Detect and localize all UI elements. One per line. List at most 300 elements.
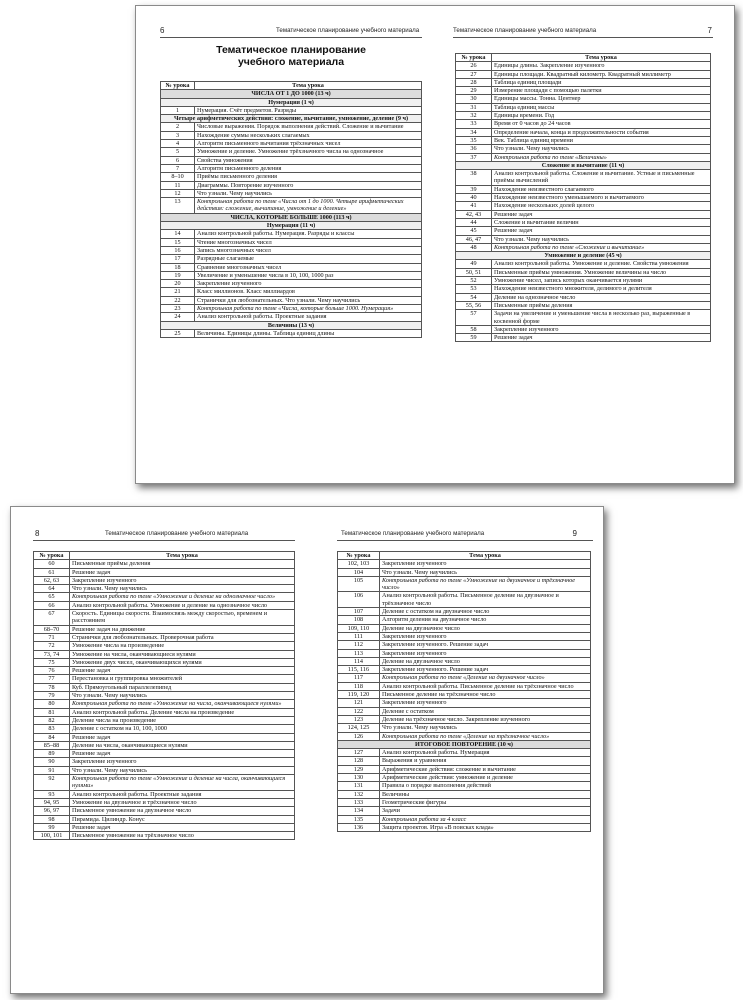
lesson-topic: Нахождение неизвестного слагаемого — [492, 185, 711, 193]
chapter-heading-row — [338, 740, 591, 748]
table-row — [338, 724, 591, 732]
table-row — [34, 823, 295, 831]
table-row — [338, 707, 591, 715]
table-row — [34, 758, 295, 766]
lesson-topic: Определение начала, конца и продолжительности события — [492, 128, 711, 136]
lesson-topic: Контрольная работа по теме «Числа, которые больше 1000. Нумерация» — [195, 305, 422, 313]
lesson-number: 45 — [456, 227, 492, 235]
lesson-number: 39 — [456, 185, 492, 193]
lesson-number: 111 — [338, 632, 380, 640]
table-row — [34, 832, 295, 840]
header-rule — [33, 540, 295, 541]
table-row — [161, 140, 422, 148]
table-row — [34, 683, 295, 691]
table-row — [161, 263, 422, 271]
lesson-number: 112 — [338, 641, 380, 649]
table-row — [338, 560, 591, 568]
lesson-number: 19 — [161, 271, 195, 279]
lesson-number: 41 — [456, 202, 492, 210]
table-row — [34, 798, 295, 806]
table-row — [161, 329, 422, 337]
lesson-number: 37 — [456, 153, 492, 161]
table-row — [338, 757, 591, 765]
lesson-topic: Нахождение суммы нескольких слагаемых — [195, 131, 422, 139]
table-row — [34, 766, 295, 774]
table-row — [456, 136, 711, 144]
table-row — [456, 145, 711, 153]
page-8 — [11, 507, 307, 993]
lesson-number: 117 — [338, 674, 380, 682]
lesson-topic: Деление с остатком на 10, 100, 1000 — [70, 725, 295, 733]
lesson-number: 90 — [34, 758, 70, 766]
lesson-number: 48 — [456, 243, 492, 251]
table-row — [338, 691, 591, 699]
page-number: 7 — [707, 26, 712, 35]
lesson-number: 29 — [456, 87, 492, 95]
lesson-topic: Закрепление изученного. Решение задач — [380, 666, 591, 674]
test-lesson-row — [338, 674, 591, 682]
table-row — [456, 210, 711, 218]
test-lesson-row — [456, 243, 711, 251]
page-title-line-1: Тематическое планирование — [216, 44, 366, 56]
lesson-topic: Странички для любознательных. Что узнали. Чему научились — [195, 296, 422, 304]
table-row — [161, 173, 422, 181]
table-row — [34, 733, 295, 741]
table-row — [34, 625, 295, 633]
lesson-number: 121 — [338, 699, 380, 707]
lesson-number: 17 — [161, 255, 195, 263]
table-row — [161, 238, 422, 246]
lesson-topic: Что узнали. Чему научились — [380, 568, 591, 576]
lesson-number: 58 — [456, 325, 492, 333]
lesson-topic: Решение задач — [70, 750, 295, 758]
lesson-topic: Решение задач — [492, 227, 711, 235]
chapter-heading-row — [161, 90, 422, 98]
lesson-topic: Таблица единиц площади — [492, 78, 711, 86]
lesson-topic: Таблица единиц массы — [492, 103, 711, 111]
section-heading: Нумерация (11 ч) — [161, 222, 422, 230]
section-heading-row — [456, 161, 711, 169]
lesson-topic: Нахождение нескольких долей целого — [492, 202, 711, 210]
table-row — [34, 610, 295, 626]
lesson-topic: Класс миллионов. Класс миллиардов — [195, 288, 422, 296]
table-row — [161, 255, 422, 263]
table-row — [338, 608, 591, 616]
lesson-topic: Странички для любознательных. Проверочная работа — [70, 633, 295, 641]
lesson-number: 21 — [161, 288, 195, 296]
table-row — [161, 106, 422, 114]
lesson-topic: Что узнали. Чему научились — [380, 724, 591, 732]
lesson-number: 113 — [338, 649, 380, 657]
lesson-number: 55, 56 — [456, 301, 492, 309]
table-row — [456, 293, 711, 301]
lesson-number: 42, 43 — [456, 210, 492, 218]
lesson-number: 115, 116 — [338, 666, 380, 674]
lesson-topic: Анализ контрольной работы. Письменное деление на трёхзначное число — [380, 682, 591, 690]
lesson-topic: Арифметические действия: умножение и деление — [380, 774, 591, 782]
lesson-number: 5 — [161, 148, 195, 156]
lesson-number: 128 — [338, 757, 380, 765]
lesson-topic: Сложение и вычитание величин — [492, 218, 711, 226]
header-rule — [337, 540, 593, 541]
lesson-number: 89 — [34, 750, 70, 758]
spread-pages-6-7 — [135, 5, 735, 484]
lesson-topic: Анализ контрольной работы. Письменное деление на двузначное и трёхзначное число — [380, 592, 591, 608]
lesson-topic: Контрольная работа по теме «Умножение на двузначное и трёхзначное число» — [380, 576, 591, 592]
lesson-topic: Письменное умножение на двузначное число — [70, 807, 295, 815]
lesson-topic: Контрольная работа по теме «Величины» — [492, 153, 711, 161]
lesson-topic: Контрольная работа по теме «Умножение и деление на однозначное число» — [70, 593, 295, 601]
lesson-topic: Решение задач — [70, 568, 295, 576]
table-row — [456, 185, 711, 193]
chapter-heading: ИТОГОВОЕ ПОВТОРЕНИЕ (10 ч) — [338, 740, 591, 748]
lesson-number: 7 — [161, 164, 195, 172]
running-head: Тематическое планирование учебного материала — [105, 530, 249, 537]
header-lesson-topic: Тема урока — [380, 552, 591, 560]
table-row — [34, 790, 295, 798]
table-row — [456, 285, 711, 293]
lesson-number: 81 — [34, 708, 70, 716]
lesson-number: 119, 120 — [338, 691, 380, 699]
section-heading: Четыре арифметических действия: сложение, вычитание, умножение, деление (9 ч) — [161, 115, 422, 123]
lesson-topic: Письменные приёмы деления — [492, 301, 711, 309]
lesson-number: 78 — [34, 683, 70, 691]
table-row — [161, 123, 422, 131]
lesson-number: 30 — [456, 95, 492, 103]
table-row — [338, 592, 591, 608]
table-header-row — [338, 552, 591, 560]
lesson-number: 38 — [456, 170, 492, 186]
lesson-number: 93 — [34, 790, 70, 798]
lesson-number: 2 — [161, 123, 195, 131]
page-9 — [307, 507, 603, 993]
lesson-number: 76 — [34, 667, 70, 675]
lesson-number: 109, 110 — [338, 624, 380, 632]
lesson-number: 3 — [161, 131, 195, 139]
table-row — [161, 181, 422, 189]
lesson-number: 13 — [161, 198, 195, 214]
chapter-heading: ЧИСЛА ОТ 1 ДО 1000 (13 ч) — [161, 90, 422, 98]
lesson-number: 46, 47 — [456, 235, 492, 243]
lesson-table — [33, 551, 295, 840]
lesson-number: 49 — [456, 260, 492, 268]
lesson-number: 11 — [161, 181, 195, 189]
lesson-topic: Нахождение неизвестного множителя, делимого и делителя — [492, 285, 711, 293]
lesson-number: 108 — [338, 616, 380, 624]
table-row — [456, 87, 711, 95]
lesson-topic: Величины — [380, 790, 591, 798]
lesson-table — [337, 551, 591, 832]
lesson-topic: Умножение чисел, запись которых оканчивается нулями — [492, 277, 711, 285]
table-row — [34, 692, 295, 700]
table-header-row — [456, 54, 711, 62]
lesson-number: 28 — [456, 78, 492, 86]
lesson-topic: Запись многозначных чисел — [195, 246, 422, 254]
section-heading-row — [161, 321, 422, 329]
lesson-number: 22 — [161, 296, 195, 304]
table-row — [456, 218, 711, 226]
table-row — [34, 750, 295, 758]
lesson-number: 59 — [456, 334, 492, 342]
table-row — [338, 765, 591, 773]
lesson-topic: Анализ контрольной работы. Проектные задания — [195, 313, 422, 321]
lesson-topic: Анализ контрольной работы. Умножение и деление. Свойства умножения — [492, 260, 711, 268]
section-heading: Умножение и деление (45 ч) — [456, 252, 711, 260]
lesson-number: 34 — [456, 128, 492, 136]
lesson-number: 62, 63 — [34, 576, 70, 584]
table-row — [34, 633, 295, 641]
table-row — [161, 164, 422, 172]
table-row — [34, 568, 295, 576]
lesson-topic: Задачи — [380, 807, 591, 815]
section-heading-row — [161, 115, 422, 123]
table-row — [338, 807, 591, 815]
test-lesson-row — [338, 815, 591, 823]
test-lesson-row — [338, 576, 591, 592]
table-row — [338, 823, 591, 831]
lesson-number: 52 — [456, 277, 492, 285]
lesson-topic: Измерение площади с помощью палетки — [492, 87, 711, 95]
lesson-topic: Контрольная работа по теме «Сложение и вычитание» — [492, 243, 711, 251]
lesson-number: 82 — [34, 716, 70, 724]
lesson-topic: Умножение и деление. Умножение трёхзначного числа на однозначное — [195, 148, 422, 156]
lesson-number: 71 — [34, 633, 70, 641]
lesson-topic: Закрепление изученного — [380, 632, 591, 640]
lesson-number: 84 — [34, 733, 70, 741]
lesson-number: 66 — [34, 601, 70, 609]
lesson-number: 8–10 — [161, 173, 195, 181]
chapter-heading-row — [161, 213, 422, 221]
lesson-topic: Единицы времени. Год — [492, 112, 711, 120]
page-7 — [435, 6, 734, 483]
lesson-topic: Письменное умножение на трёхзначное число — [70, 832, 295, 840]
lesson-number: 107 — [338, 608, 380, 616]
page-number: 6 — [160, 26, 165, 35]
running-head: Тематическое планирование учебного материала — [453, 27, 597, 34]
lesson-number: 92 — [34, 775, 70, 791]
table-row — [456, 62, 711, 70]
table-row — [456, 301, 711, 309]
lesson-number: 36 — [456, 145, 492, 153]
table-row — [34, 708, 295, 716]
running-head: Тематическое планирование учебного материала — [341, 530, 485, 537]
table-row — [338, 699, 591, 707]
table-row — [338, 682, 591, 690]
lesson-number: 18 — [161, 263, 195, 271]
lesson-topic: Решение задач — [70, 733, 295, 741]
lesson-number: 65 — [34, 593, 70, 601]
page-number: 9 — [572, 529, 577, 538]
table-row — [456, 202, 711, 210]
lesson-topic: Письменные приёмы умножения. Умножение величины на число — [492, 268, 711, 276]
lesson-topic: Деление на трёхзначное число. Закрепление изученного — [380, 715, 591, 723]
test-lesson-row — [338, 732, 591, 740]
lesson-number: 23 — [161, 305, 195, 313]
table-row — [456, 268, 711, 276]
lesson-number: 53 — [456, 285, 492, 293]
lesson-number: 122 — [338, 707, 380, 715]
lesson-topic: Единицы массы. Тонна. Центнер — [492, 95, 711, 103]
lesson-number: 105 — [338, 576, 380, 592]
table-row — [34, 658, 295, 666]
table-row — [161, 296, 422, 304]
test-lesson-row — [161, 198, 422, 214]
table-row — [456, 103, 711, 111]
page-6 — [136, 6, 435, 483]
lesson-topic: Деление с остатком — [380, 707, 591, 715]
table-row — [338, 568, 591, 576]
table-row — [34, 585, 295, 593]
lesson-number: 20 — [161, 280, 195, 288]
header-lesson-topic: Тема урока — [195, 82, 422, 90]
lesson-table — [160, 81, 422, 338]
lesson-topic: Письменные приёмы деления — [70, 560, 295, 568]
page-title — [160, 44, 422, 68]
lesson-topic: Деление на однозначное число — [492, 293, 711, 301]
lesson-number: 134 — [338, 807, 380, 815]
table-row — [161, 230, 422, 238]
lesson-topic: Нумерация. Счёт предметов. Разряды — [195, 106, 422, 114]
header-lesson-number: № урока — [338, 552, 380, 560]
lesson-number: 127 — [338, 749, 380, 757]
lesson-number: 123 — [338, 715, 380, 723]
lesson-number: 79 — [34, 692, 70, 700]
table-row — [338, 798, 591, 806]
table-row — [161, 189, 422, 197]
lesson-topic: Что узнали. Чему научились — [492, 145, 711, 153]
lesson-topic: Закрепление изученного. Решение задач — [380, 641, 591, 649]
lesson-number: 72 — [34, 642, 70, 650]
lesson-topic: Век. Таблица единиц времени — [492, 136, 711, 144]
lesson-number: 32 — [456, 112, 492, 120]
table-row — [456, 227, 711, 235]
lesson-number: 12 — [161, 189, 195, 197]
section-heading-row — [456, 252, 711, 260]
lesson-number: 124, 125 — [338, 724, 380, 732]
lesson-topic: Решение задач — [492, 334, 711, 342]
lesson-topic: Правила о порядке выполнения действий — [380, 782, 591, 790]
lesson-topic: Контрольная работа за 4 класс — [380, 815, 591, 823]
lesson-topic: Закрепление изученного — [380, 560, 591, 568]
lesson-topic: Деление числа на произведение — [70, 716, 295, 724]
lesson-topic: Числовые выражения. Порядок выполнения действий. Сложение и вычитание — [195, 123, 422, 131]
lesson-number: 99 — [34, 823, 70, 831]
lesson-topic: Величины. Единицы длины. Таблица единиц длины — [195, 329, 422, 337]
lesson-topic: Перестановка и группировка множителей — [70, 675, 295, 683]
lesson-topic: Контрольная работа по теме «Деление на трёхзначное число» — [380, 732, 591, 740]
lesson-topic: Деление на двузначное число — [380, 624, 591, 632]
lesson-topic: Контрольная работа по теме «Умножение на числа, оканчивающиеся нулями» — [70, 700, 295, 708]
lesson-topic: Время от 0 часов до 24 часов — [492, 120, 711, 128]
lesson-topic: Анализ контрольной работы. Сложение и вычитание. Устные и письменные приёмы вычислений — [492, 170, 711, 186]
table-row — [161, 313, 422, 321]
lesson-topic: Чтение многозначных чисел — [195, 238, 422, 246]
lesson-number: 61 — [34, 568, 70, 576]
lesson-topic: Защита проектов. Игра «В поисках клада» — [380, 823, 591, 831]
lesson-topic: Решение задач — [492, 210, 711, 218]
lesson-topic: Сравнение многозначных чисел — [195, 263, 422, 271]
table-row — [34, 642, 295, 650]
lesson-topic: Решение задач на движение — [70, 625, 295, 633]
lesson-number: 118 — [338, 682, 380, 690]
lesson-topic: Решение задач — [70, 823, 295, 831]
table-row — [456, 170, 711, 186]
lesson-topic: Деление на двузначное число — [380, 657, 591, 665]
lesson-number: 83 — [34, 725, 70, 733]
header-lesson-topic: Тема урока — [70, 552, 295, 560]
lesson-topic: Куб. Прямоугольный параллелепипед — [70, 683, 295, 691]
lesson-number: 102, 103 — [338, 560, 380, 568]
lesson-table — [455, 53, 711, 342]
lesson-topic: Диаграммы. Повторение изученного — [195, 181, 422, 189]
lesson-topic: Анализ контрольной работы. Нумерация. Разряды и классы — [195, 230, 422, 238]
table-row — [338, 782, 591, 790]
table-row — [456, 70, 711, 78]
table-row — [34, 650, 295, 658]
lesson-number: 132 — [338, 790, 380, 798]
lesson-number: 100, 101 — [34, 832, 70, 840]
lesson-number: 25 — [161, 329, 195, 337]
table-row — [338, 666, 591, 674]
lesson-number: 67 — [34, 610, 70, 626]
table-row — [161, 288, 422, 296]
table-row — [338, 657, 591, 665]
lesson-topic: Решение задач — [70, 667, 295, 675]
table-row — [456, 78, 711, 86]
lesson-topic: Что узнали. Чему научились — [70, 692, 295, 700]
table-row — [456, 277, 711, 285]
lesson-number: 73, 74 — [34, 650, 70, 658]
lesson-topic: Единицы площади. Квадратный километр. Квадратный миллиметр — [492, 70, 711, 78]
table-row — [338, 790, 591, 798]
lesson-number: 104 — [338, 568, 380, 576]
lesson-number: 54 — [456, 293, 492, 301]
lesson-number: 60 — [34, 560, 70, 568]
lesson-number: 131 — [338, 782, 380, 790]
table-row — [456, 310, 711, 326]
lesson-number: 126 — [338, 732, 380, 740]
table-row — [34, 560, 295, 568]
lesson-number: 85–88 — [34, 741, 70, 749]
lesson-number: 75 — [34, 658, 70, 666]
lesson-topic: Умножение на двузначное и трёхзначное число — [70, 798, 295, 806]
table-row — [34, 601, 295, 609]
lesson-topic: Анализ контрольной работы. Деление числа на произведение — [70, 708, 295, 716]
lesson-topic: Что узнали. Чему научились — [70, 585, 295, 593]
lesson-number: 14 — [161, 230, 195, 238]
test-lesson-row — [34, 775, 295, 791]
table-row — [34, 807, 295, 815]
table-row — [161, 131, 422, 139]
lesson-topic: Контрольная работа по теме «Деление на двузначное число» — [380, 674, 591, 682]
lesson-topic: Закрепление изученного — [70, 576, 295, 584]
page-number: 8 — [35, 529, 40, 538]
table-row — [34, 576, 295, 584]
lesson-topic: Скорость. Единицы скорости. Взаимосвязь между скоростью, временем и расстоянием — [70, 610, 295, 626]
lesson-number: 33 — [456, 120, 492, 128]
table-row — [34, 675, 295, 683]
lesson-topic: Свойства умножения — [195, 156, 422, 164]
lesson-number: 91 — [34, 766, 70, 774]
lesson-number: 98 — [34, 815, 70, 823]
lesson-number: 80 — [34, 700, 70, 708]
table-row — [338, 715, 591, 723]
lesson-topic: Умножение числа на произведение — [70, 642, 295, 650]
table-row — [161, 280, 422, 288]
lesson-number: 24 — [161, 313, 195, 321]
header-rule — [160, 37, 422, 38]
lesson-number: 35 — [456, 136, 492, 144]
